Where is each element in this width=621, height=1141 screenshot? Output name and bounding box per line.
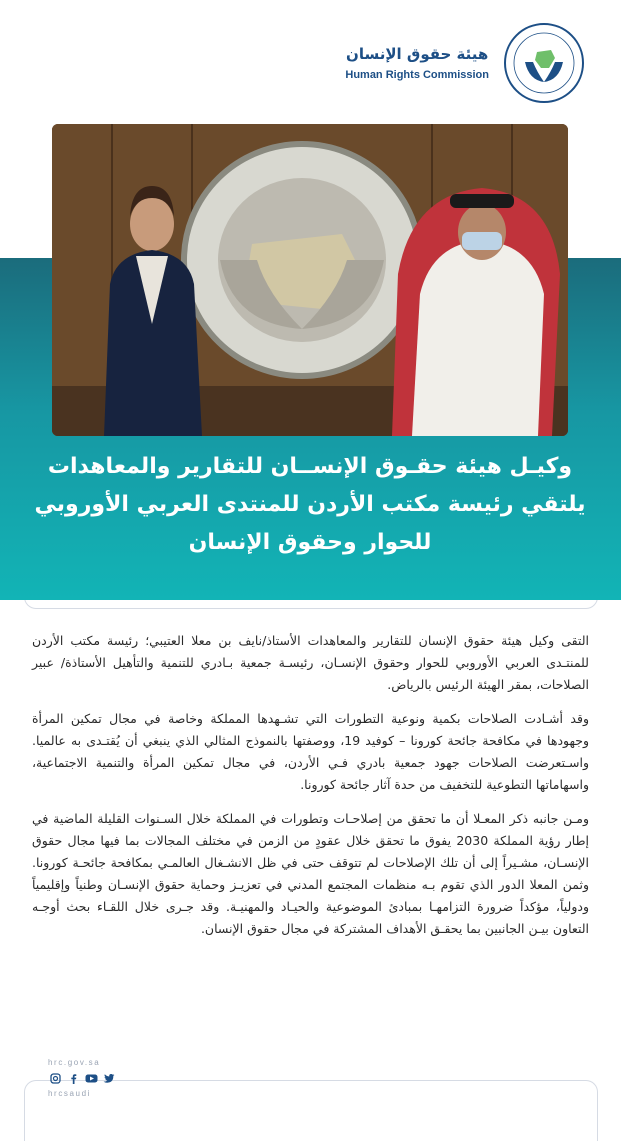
social-handle[interactable]: hrcsaudi	[48, 1089, 92, 1098]
facebook-icon[interactable]	[66, 1071, 80, 1085]
paragraph-1: التقى وكيل هيئة حقوق الإنسان للتقارير والمعاهدات الأستاذ/نايف بن معلا العتيبي؛ رئيسة مكتب الأردن للمنتـدى العربي الأوروبي للحوار وحقوق الإنسـان، رئيسـة جمعية بـادري للتنمية والتأهيل الأستاذة/ عبير الصلاحات، بمقر الهيئة الرئيس بالرياض.	[32, 633, 589, 692]
meeting-photo	[52, 124, 568, 436]
header	[345, 22, 585, 104]
brand-arabic-name: هيئة حقوق الإنسان	[346, 45, 489, 63]
article-body	[32, 630, 589, 952]
paragraph-3: ومـن جانبه ذكر المعـلا أن ما تحقق من إصلاحـات وتطورات في المملكة خلال السـنوات القليلة الماضية في إطار رؤية المملكة 2030 يفوق ما تحقق خلال عقودٍ من الزمن في مختلف المجالات بما فيها مجال حقوق الإنسـان، مشـيراً إلى أن تلك الإصلاحات لم تتوقف حتى في ظل الانشـغال العالمـي بمكافحة جائحـة كورونا. وثمن المعلا الدور الذي تقوم بـه منظمات المجتمع المدني في تعزيـز وحماية حقوق الإنسـان وطنياً وإقليمياً ودولياً، مؤكداً ضرورة التزامهـا بمبادئ الموضوعية والحيـاد والمهنيـة. وقد جـرى خلال اللقـاء بحث أوجـه التعاون بيـن الجانبين بما يحقـق الأهداف المشتركة في مجال حقوق الإنسان.	[32, 811, 589, 936]
photo-illustration	[52, 124, 568, 436]
paragraph-2: وقد أشـادت الصلاحات بكمية ونوعية التطورات التي تشـهدها المملكة وخاصة في مجال تمكين المرأة وجهودها في مكافحة جائحة كورونا – كوفيد 19، ووصفتها بالنموذج المثالي الذي ينبغي أن يُقتـدى به عالميا. واسـتعرضت الصلاحات جهود جمعية بادري فـي الأردن، في مجال تمكين المرأة والتنمية الاجتماعية، واسهاماتها التطوعية للتخفيف من حدة آثار جائحة كورونا.	[32, 711, 589, 792]
headline	[30, 448, 590, 562]
headline-line-2: يلتقي رئيسة مكتب الأردن للمنتدى العربي الأوروبي	[34, 492, 586, 517]
hrc-logo	[503, 22, 585, 104]
youtube-icon[interactable]	[84, 1071, 98, 1085]
brand-english-name: Human Rights Commission	[345, 69, 489, 81]
headline-line-1: وكيـل هيئة حقـوق الإنســان للتقارير والمعاهدات	[47, 454, 573, 479]
footer	[48, 1058, 128, 1098]
person-right	[392, 188, 560, 436]
headline-line-3: للحوار وحقوق الإنسان	[188, 530, 432, 555]
instagram-icon[interactable]	[48, 1071, 62, 1085]
social-icons	[48, 1071, 128, 1085]
twitter-icon[interactable]	[102, 1071, 116, 1085]
brand-text	[345, 44, 489, 82]
website-url[interactable]: hrc.gov.sa	[48, 1058, 101, 1067]
